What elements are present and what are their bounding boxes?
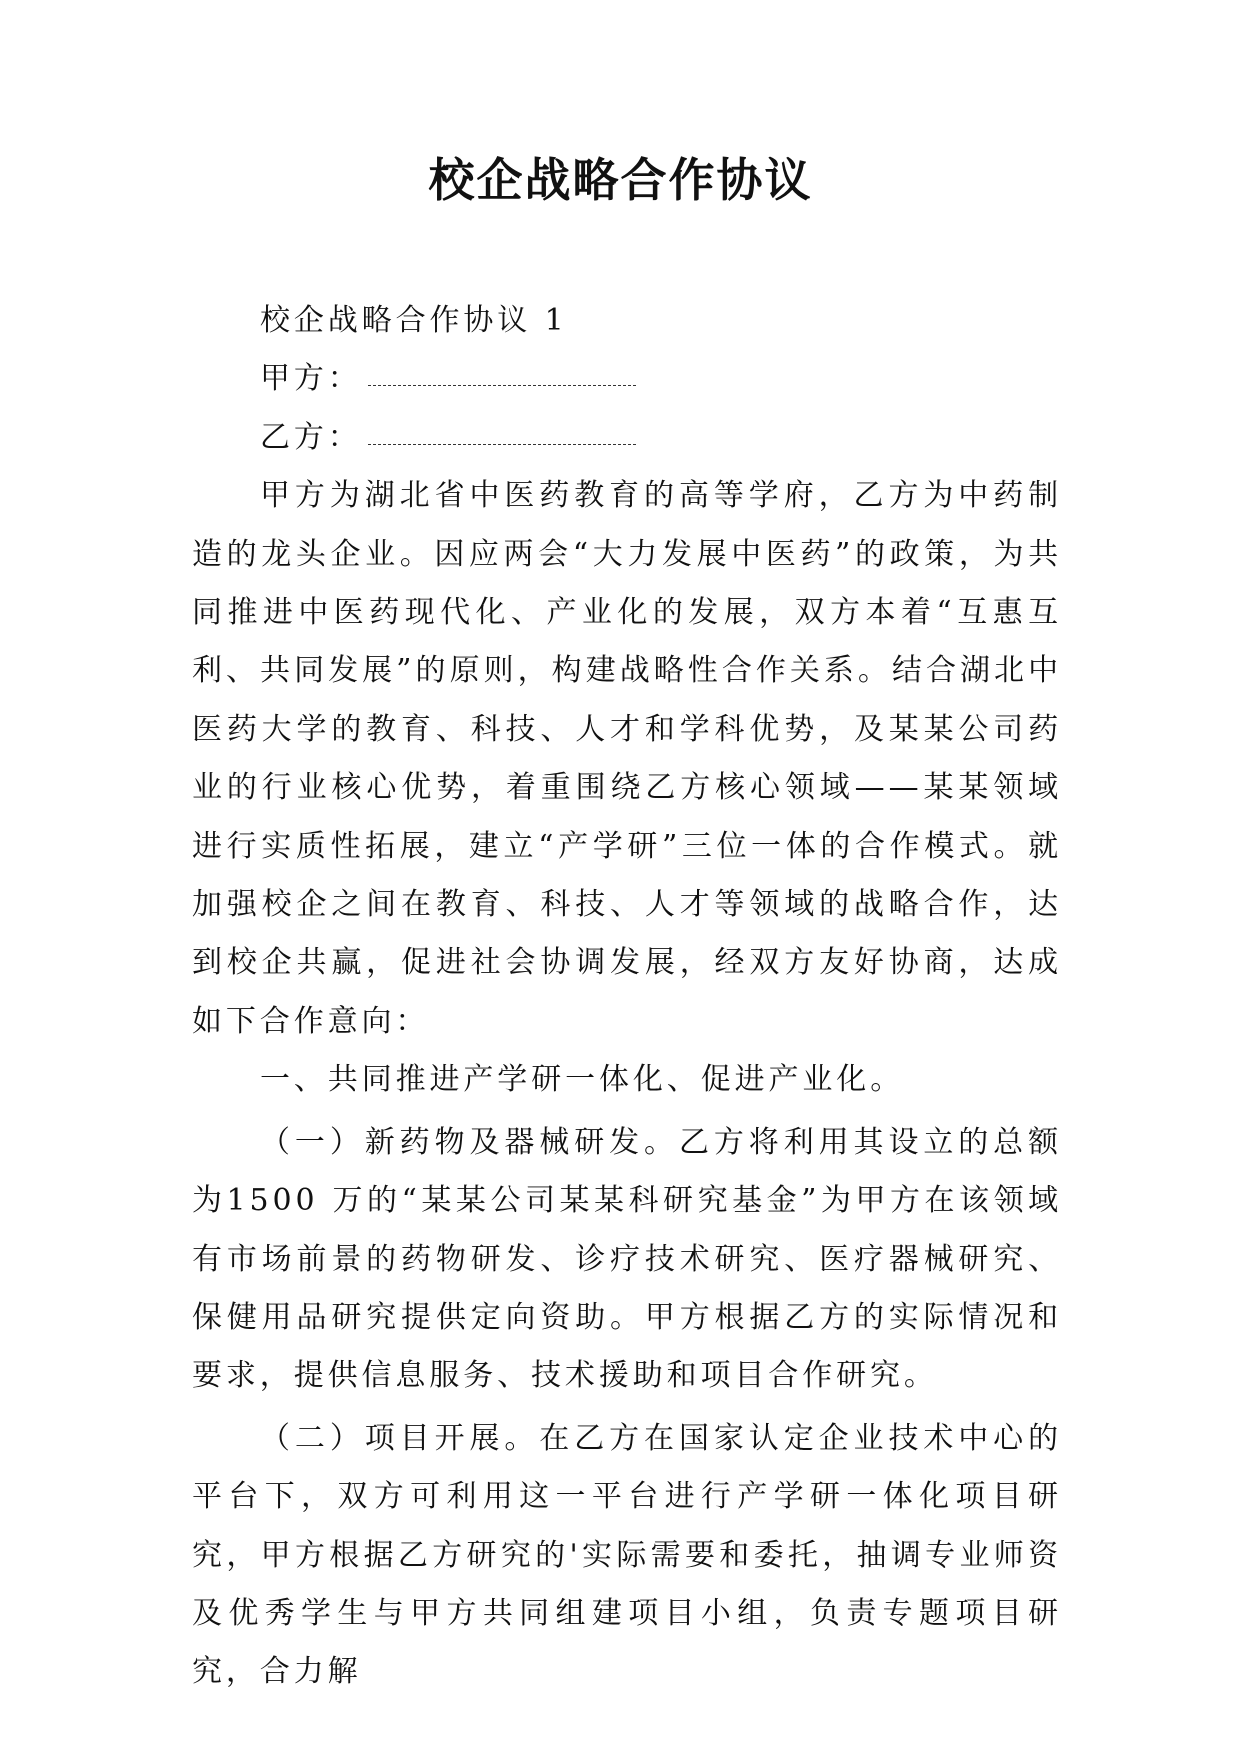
intro-paragraph: 甲方为湖北省中医药教育的高等学府，乙方为中药制造的龙头企业。因应两会“大力发展中医药”的政策，为共同推进中医药现代化、产业化的发展，双方本着“互惠互利、共同发展”的原则，构建战略性合作关系。结合湖北中医药大学的教育、科技、人才和学科优势，及某某公司药业的行业核心优势，着重围绕乙方核心领域——某某领域进行实质性拓展，建立“产学研”三位一体的合作模式。就加强校企之间在教育、科技、人才等领域的战略合作，达到校企共赢，促进社会协调发展，经双方友好协商，达成如下合作意向： (192, 478, 1062, 1039)
party-a-blank (368, 383, 636, 386)
party-b-label: 乙方： (260, 419, 362, 455)
party-a-label: 甲方： (260, 361, 362, 397)
document-title: 校企战略合作协议 (428, 153, 813, 207)
party-b-blank (368, 442, 636, 445)
subtitle: 校企战略合作协议 1 (260, 303, 568, 338)
subtitle-line (192, 292, 1062, 350)
section-heading-1: 一、共同推进产学研一体化、促进产业化。 (260, 1062, 905, 1098)
document-body (192, 292, 1062, 1702)
party-a-line (192, 350, 1062, 408)
party-b-line (192, 409, 1062, 467)
clause-paragraph-2: （二）项目开展。在乙方在国家认定企业技术中心的平台下，双方可利用这一平台进行产学研一体化项目研究，甲方根据乙方研究的'实际需要和委托，抽调专业师资及优秀学生与甲方共同组建项目小组，负责专题项目研究，合力解 (192, 1420, 1062, 1690)
clause-paragraph-1: （一）新药物及器械研发。乙方将利用其设立的总额为1500 万的“某某公司某某科研究基金”为甲方在该领域有市场前景的药物研发、诊疗技术研究、医疗器械研究、保健用品研究提供定向资助。甲方根据乙方的实际情况和要求，提供信息服务、技术援助和项目合作研究。 (192, 1124, 1062, 1394)
